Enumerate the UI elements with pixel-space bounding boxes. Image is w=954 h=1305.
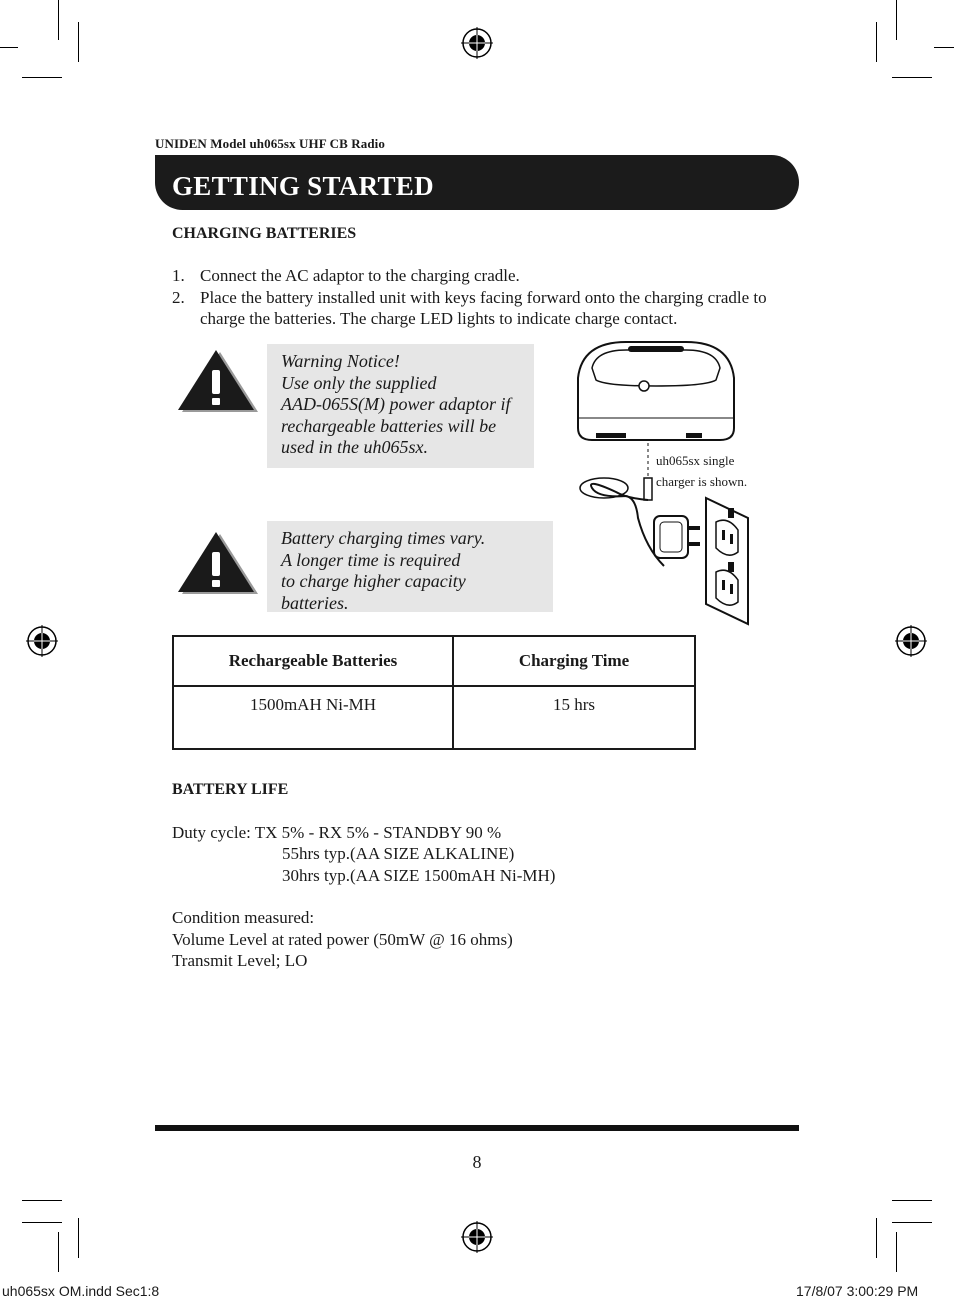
table-row [173, 686, 695, 749]
crop-mark [58, 1232, 59, 1272]
charging-heading: CHARGING BATTERIES [172, 225, 357, 242]
registration-mark-icon [26, 625, 58, 657]
step-item [172, 287, 812, 330]
charging-time-table [172, 635, 696, 750]
crop-mark [896, 1232, 897, 1272]
print-timestamp: 17/8/07 3:00:29 PM [796, 1283, 919, 1299]
transmit-level: Transmit Level; LO [172, 951, 308, 970]
step-number: 1. [172, 266, 185, 285]
volume-level: Volume Level at rated power (50mW @ 16 ohms) [172, 930, 513, 949]
table-header-row [173, 636, 695, 686]
crop-mark [78, 22, 79, 62]
step-number: 2. [172, 287, 185, 307]
duty-cycle: Duty cycle: TX 5% - RX 5% - STANDBY 90 % [172, 823, 502, 842]
column-header: Charging Time [453, 636, 695, 686]
column-header: Rechargeable Batteries [173, 636, 453, 686]
alkaline-life: 55hrs typ.(AA SIZE ALKALINE) [282, 844, 515, 863]
crop-mark [22, 1222, 62, 1223]
step-text: Place the battery installed unit with keys facing forward onto the charging cradle to charge the batteries. The charge LED lights to indicate charge contact. [200, 287, 767, 328]
battery-life-heading: BATTERY LIFE [172, 781, 289, 798]
nimh-life: 30hrs typ.(AA SIZE 1500mAH Ni-MH) [282, 866, 556, 885]
crop-mark [896, 0, 897, 40]
registration-mark-icon [461, 27, 493, 59]
step-text: Connect the AC adaptor to the charging cradle. [200, 266, 520, 285]
section-title: GETTING STARTED [172, 171, 434, 201]
charging-steps [172, 265, 812, 330]
crop-mark [892, 1200, 932, 1201]
registration-mark-icon [461, 1221, 493, 1253]
step-item [172, 265, 812, 287]
footer-rule [155, 1125, 799, 1131]
charging-time-notice: Battery charging times vary. A longer time is required to charge higher capacity batteries. [267, 521, 553, 612]
illustration-caption: uh065sx single charger is shown. [656, 453, 748, 489]
page-number: 8 [472, 1152, 482, 1172]
warning-icon [172, 530, 260, 596]
crop-mark [58, 0, 59, 40]
model-header: UNIDEN Model uh065sx UHF CB Radio [155, 136, 385, 151]
crop-mark [22, 77, 62, 78]
crop-mark [876, 1218, 877, 1258]
table-cell: 15 hrs [453, 686, 695, 749]
registration-mark-icon [895, 625, 927, 657]
warning-icon [172, 348, 260, 414]
crop-mark [0, 47, 18, 48]
crop-mark [892, 1222, 932, 1223]
table-cell: 1500mAH Ni-MH [173, 686, 453, 749]
file-slug: uh065sx OM.indd Sec1:8 [2, 1283, 160, 1299]
condition-label: Condition measured: [172, 908, 315, 927]
crop-mark [892, 77, 932, 78]
crop-mark [78, 1218, 79, 1258]
crop-mark [876, 22, 877, 62]
crop-mark [22, 1200, 62, 1201]
warning-notice: Warning Notice! Use only the supplied AAD-065S(M) power adaptor if rechargeable batteries will be used in the uh065sx. [267, 344, 534, 468]
crop-mark [934, 47, 954, 48]
